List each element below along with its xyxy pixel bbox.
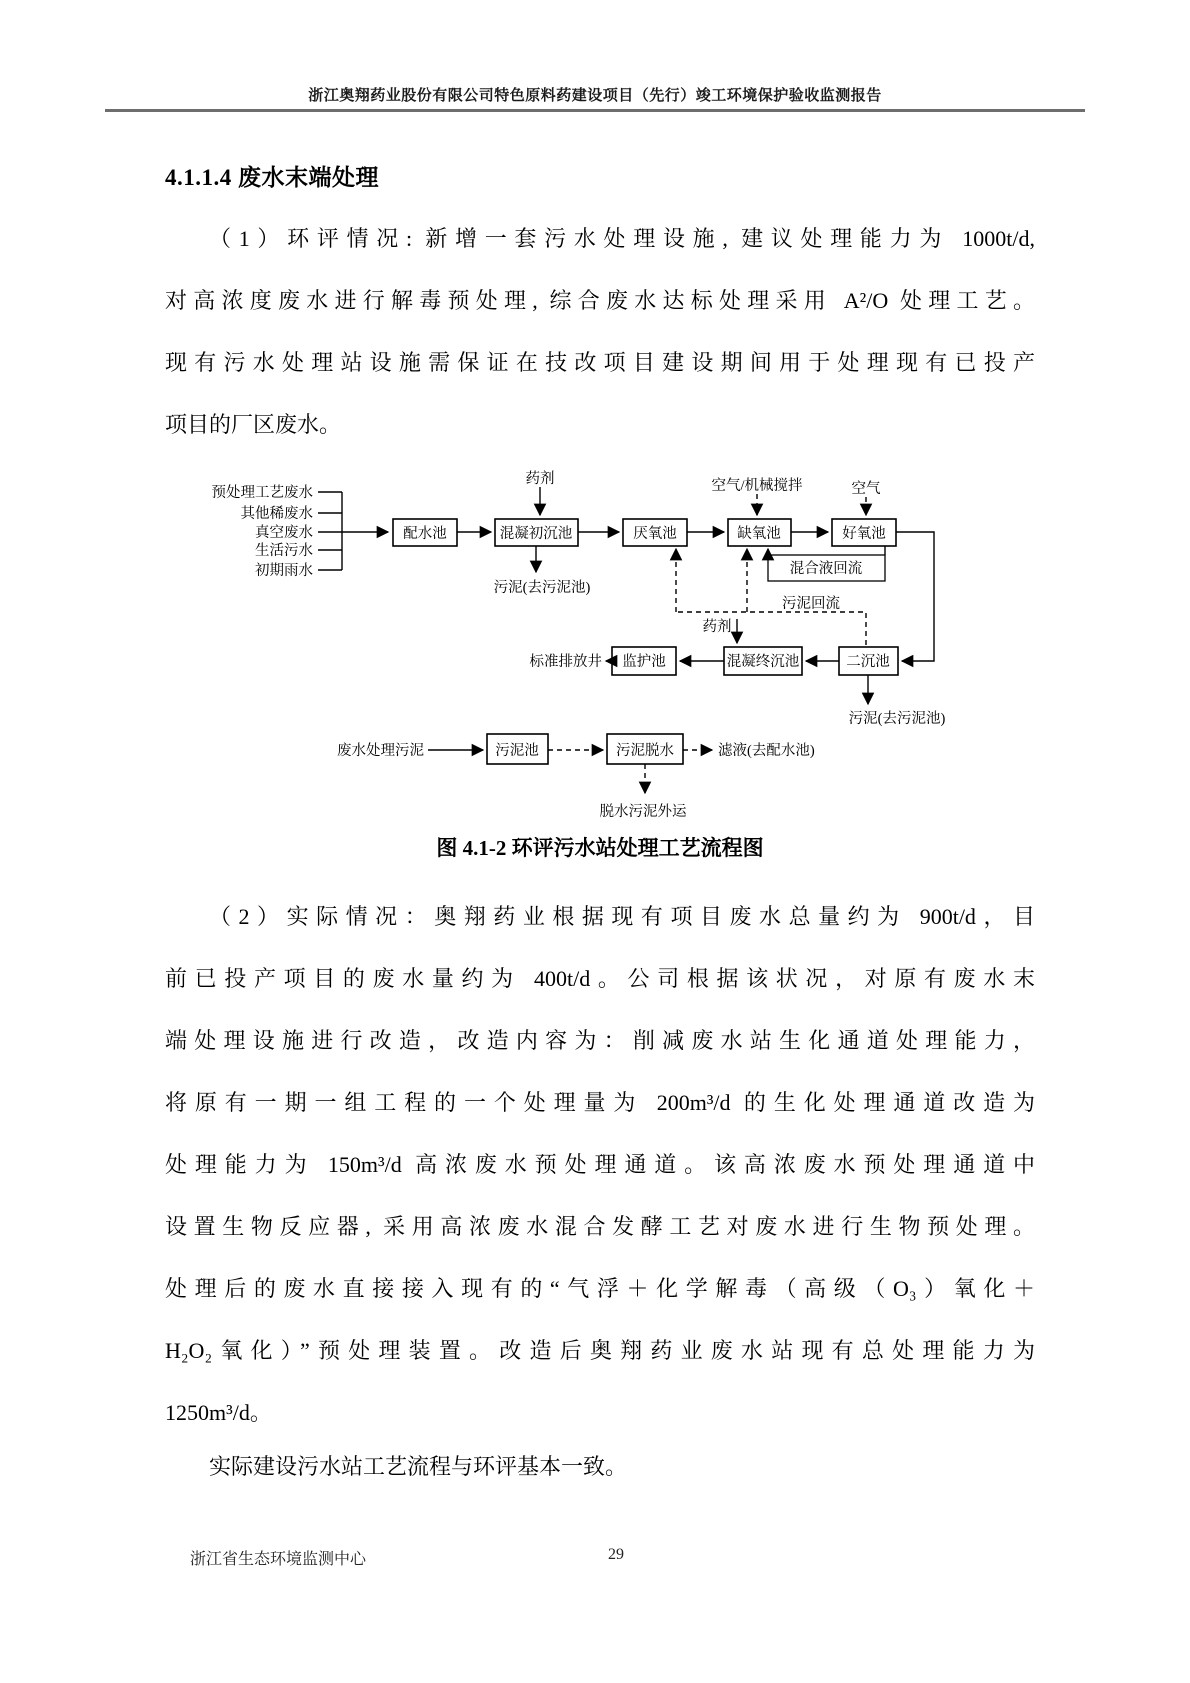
node-sludge-dewatering-label: 污泥脱水: [616, 743, 674, 759]
para2-line-5: 处理能力为 150m³/d 高浓废水预处理通道。该高浓废水预处理通道中: [165, 1152, 1035, 1177]
page-header-title: 浙江奥翔药业股份有限公司特色原料药建设项目（先行）竣工环境保护验收监测报告: [308, 88, 882, 104]
dosing-inputs: [526, 469, 881, 515]
para2-line-3: 端处理设施进行改造，改造内容为：削减废水站生化通道处理能力，: [165, 1028, 1035, 1053]
node-sludge-pool-label: 污泥池: [495, 743, 539, 759]
node-coag-primary-label: 混凝初沉池: [499, 526, 573, 542]
node-monitor-label: 监护池: [622, 654, 666, 670]
node-distribution-pool-label: 配水池: [403, 526, 447, 542]
wastewater-process-flow-diagram: [160, 440, 1040, 832]
node-anaerobic-label: 厌氧池: [633, 526, 677, 542]
main-treatment-line: [393, 519, 896, 546]
input-label: 真空废水: [255, 525, 313, 541]
para2-line-9: 1250m³/d。: [165, 1400, 272, 1425]
para3-line-1: 实际建设污水站工艺流程与环评基本一致。: [209, 1454, 628, 1479]
input-label: 预处理工艺废水: [211, 485, 313, 501]
para1-line-1: （1）环评情况: 新增一套污水处理设施, 建议处理能力为 1000t/d,: [209, 226, 1035, 251]
chemical-input-1-label: 药剂: [525, 471, 555, 487]
figure-caption: 图 4.1-2 环评污水站处理工艺流程图: [436, 836, 764, 860]
para2-line-7: 处理后的废水直接接入现有的“气浮＋化学解毒（高级（O₃）氧化＋: [165, 1276, 1035, 1301]
node-coag-final-label: 混凝终沉池: [726, 654, 800, 670]
footer-page-number: 29: [608, 1546, 624, 1563]
para2-line-6: 设置生物反应器, 采用高浓废水混合发酵工艺对废水进行生物预处理。: [165, 1214, 1035, 1239]
filtrate-label: 滤液(去配水池): [718, 743, 815, 759]
dewatered-sludge-label: 脱水污泥外运: [599, 804, 687, 820]
input-label: 其他稀废水: [240, 506, 313, 522]
section-heading: 4.1.1.4 废水末端处理: [165, 165, 379, 190]
para2-line-2: 前已投产项目的废水量约为 400t/d。公司根据该状况，对原有废水末: [165, 966, 1035, 991]
dosing-input-2: [703, 617, 738, 643]
sludge-to-pool-label-1: 污泥(去污泥池): [493, 580, 591, 596]
influent-sources: [212, 484, 389, 579]
node-aerobic-label: 好氧池: [842, 526, 886, 542]
sludge-handling-line: [337, 734, 815, 820]
para2-line-8: H₂O₂氧化）”预处理装置。改造后奥翔药业废水站现有总处理能力为: [165, 1338, 1035, 1363]
mixed-reflux-label: 混合液回流: [789, 561, 863, 577]
para1-line-4: 项目的厂区废水。: [165, 412, 342, 437]
node-secondary-label: 二沉池: [846, 654, 890, 670]
air-input-label: 空气: [851, 481, 881, 497]
paragraph-3: [165, 1436, 1035, 1498]
wastewater-sludge-label: 废水处理污泥: [337, 743, 424, 759]
paragraph-2: [165, 886, 1035, 1444]
footer-organization: 浙江省生态环境监测中心: [190, 1551, 367, 1568]
input-label: 生活污水: [255, 543, 313, 559]
chemical-input-2-label: 药剂: [702, 619, 732, 635]
air-mechanical-stir-label: 空气/机械搅拌: [711, 478, 803, 494]
input-label: 初期雨水: [255, 563, 313, 579]
para2-line-1: （2）实际情况：奥翔药业根据现有项目废水总量约为 900t/d，目: [209, 904, 1035, 929]
paragraph-1: [165, 208, 1035, 456]
primary-sludge-out: [494, 546, 591, 596]
header-rule: [105, 109, 1085, 112]
para1-line-2: 对高浓度废水进行解毒预处理, 综合废水达标处理采用 A²/O 处理工艺。: [165, 288, 1035, 313]
sludge-reflux-label: 污泥回流: [782, 596, 840, 612]
sludge-to-pool-label-2: 污泥(去污泥池): [848, 711, 946, 727]
mixed-liquor-reflux: [768, 546, 885, 581]
standard-outfall-label: 标准排放井: [529, 654, 602, 670]
para2-line-4: 将原有一期一组工程的一个处理量为 200m³/d 的生化处理通道改造为: [165, 1090, 1035, 1115]
para1-line-3: 现有污水处理站设施需保证在技改项目建设期间用于处理现有已投产: [165, 350, 1035, 375]
node-anoxic-label: 缺氧池: [737, 526, 781, 542]
